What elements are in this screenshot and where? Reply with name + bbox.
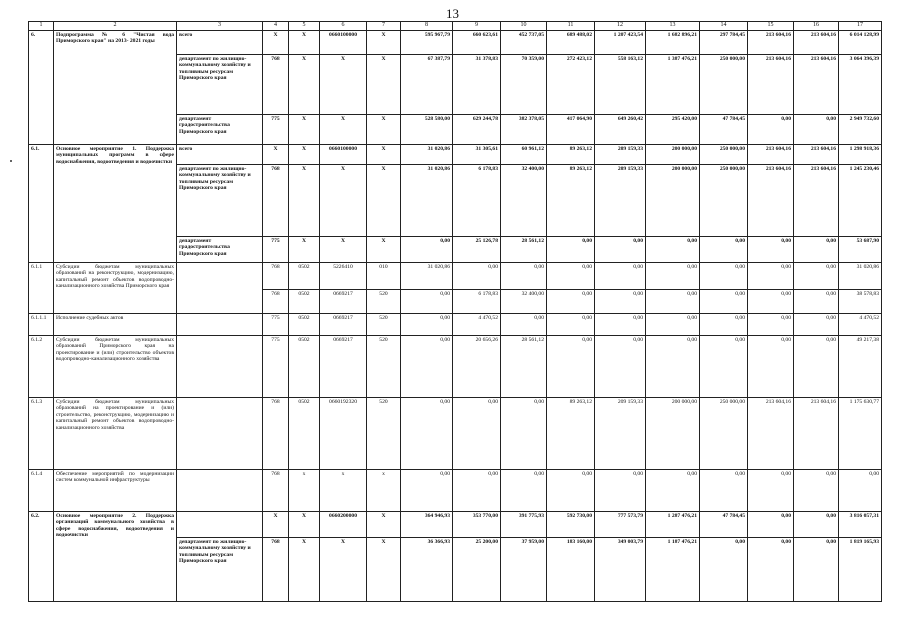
cell-vr: x (367, 470, 401, 512)
cell-value: 0,00 (595, 314, 646, 336)
row-executor (177, 263, 263, 314)
cell-value: 89 263,12 (547, 165, 595, 237)
row-title: Субсидии бюджетам муниципальных образований Приморского края на проектирование и (или) строительство объектов водопроводно-канализационного хозяйства (54, 336, 177, 398)
cell-value: 0,00 (748, 538, 794, 602)
cell-vr: 520 (367, 314, 401, 336)
row-executor (177, 398, 263, 470)
cell-value: 0,00 (646, 237, 700, 263)
row-executor: департамент по жилищно-коммунальному хозяйству и топливным ресурсам Приморского края (177, 55, 263, 115)
cell-section: X (289, 31, 320, 55)
row-executor (177, 314, 263, 336)
cell-section: X (289, 115, 320, 145)
cell-vr: X (367, 145, 401, 165)
cell-value: 0,00 (646, 470, 700, 512)
cell-value: 213 604,16 (748, 145, 794, 165)
cell-value: 0,00 (501, 314, 547, 336)
cell-csr: x (320, 470, 367, 512)
cell-grbs: 768 (263, 538, 289, 602)
cell-grbs: 775 (263, 115, 289, 145)
cell-value: 0,00 (401, 470, 453, 512)
cell-value: 47 784,45 (700, 115, 748, 145)
cell-value: 89 263,12 (547, 398, 595, 470)
cell-total: 2 949 732,60 (839, 115, 882, 145)
cell-total: 0,00 (839, 470, 882, 512)
cell-value: 0,00 (794, 470, 839, 512)
column-number: 3 (177, 22, 263, 31)
cell-value: 37 959,00 (501, 538, 547, 602)
cell-total: 6 014 128,99 (839, 31, 882, 55)
cell-total: 1 175 630,77 (839, 398, 882, 470)
row-title: Основное мероприятие 1. Поддержка муниципальных программ в сфере водоснабжения, водоотведения и водоочистки (54, 145, 177, 263)
cell-value: 0,00 (794, 336, 839, 398)
scan-speck (10, 160, 12, 162)
cell-value: 31 378,83 (453, 55, 501, 115)
cell-value: 0,00 (794, 115, 839, 145)
cell-value: 595 967,79 (401, 31, 453, 55)
cell-value: 0,00 (748, 290, 794, 314)
cell-grbs: 768 (263, 470, 289, 512)
cell-total: 31 020,86 (839, 263, 882, 290)
column-number: 14 (700, 22, 748, 31)
cell-csr: 0660192320 (320, 398, 367, 470)
cell-value: 250 000,00 (700, 398, 748, 470)
cell-value: 592 730,00 (547, 512, 595, 538)
row-number: 6.1.1 (29, 263, 54, 314)
cell-section: x (289, 470, 320, 512)
cell-value: 47 784,45 (700, 512, 748, 538)
cell-value: 70 359,00 (501, 55, 547, 115)
cell-csr: X (320, 237, 367, 263)
cell-value: 364 946,93 (401, 512, 453, 538)
cell-csr: 0660100000 (320, 145, 367, 165)
cell-total: 4 470,52 (839, 314, 882, 336)
cell-value: 0,00 (700, 237, 748, 263)
cell-value: 31 305,61 (453, 145, 501, 165)
cell-csr: X (320, 115, 367, 145)
row-title: Обеспечение мероприятий по модернизации систем коммунальной инфраструктуры (54, 470, 177, 512)
cell-value: 183 160,00 (547, 538, 595, 602)
cell-total: 38 578,83 (839, 290, 882, 314)
cell-value: 0,00 (453, 263, 501, 290)
cell-value: 0,00 (547, 263, 595, 290)
cell-value: 209 159,33 (595, 165, 646, 237)
cell-value: 0,00 (595, 263, 646, 290)
column-number: 5 (289, 22, 320, 31)
column-number: 10 (501, 22, 547, 31)
row-executor (177, 470, 263, 512)
cell-value: 297 784,45 (700, 31, 748, 55)
cell-value: 31 020,86 (401, 263, 453, 290)
cell-value: 213 604,16 (794, 31, 839, 55)
cell-value: 391 775,93 (501, 512, 547, 538)
cell-csr: X (320, 55, 367, 115)
cell-vr: 520 (367, 398, 401, 470)
cell-section: X (289, 165, 320, 237)
cell-value: 0,00 (547, 336, 595, 398)
cell-total: 1 298 918,36 (839, 145, 882, 165)
cell-value: 1 387 476,21 (646, 55, 700, 115)
row-executor: департамент градостроительства Приморского края (177, 237, 263, 263)
cell-value: 0,00 (794, 538, 839, 602)
cell-value: 0,00 (501, 263, 547, 290)
cell-section: 0502 (289, 314, 320, 336)
cell-section: 0502 (289, 290, 320, 314)
page-number: 13 (446, 6, 459, 21)
cell-value: 213 604,16 (748, 165, 794, 237)
cell-value: 1 207 423,54 (595, 31, 646, 55)
cell-value: 250 000,00 (700, 55, 748, 115)
cell-value: 0,00 (595, 237, 646, 263)
cell-value: 649 260,42 (595, 115, 646, 145)
cell-value: 213 604,16 (794, 398, 839, 470)
cell-value: 629 244,78 (453, 115, 501, 145)
table-row (29, 398, 882, 470)
cell-value: 0,00 (794, 237, 839, 263)
table-row (29, 31, 882, 55)
cell-value: 0,00 (748, 470, 794, 512)
cell-value: 452 737,05 (501, 31, 547, 55)
cell-section: 0502 (289, 336, 320, 398)
column-number: 8 (401, 22, 453, 31)
column-number: 6 (320, 22, 367, 31)
cell-value: 0,00 (501, 470, 547, 512)
row-executor: департамент по жилищно-коммунальному хозяйству и топливным ресурсам Приморского края (177, 538, 263, 602)
cell-total: 3 064 396,39 (839, 55, 882, 115)
cell-value: 417 064,90 (547, 115, 595, 145)
column-number: 2 (54, 22, 177, 31)
cell-value: 0,00 (748, 512, 794, 538)
cell-total: 3 816 057,31 (839, 512, 882, 538)
column-number: 13 (646, 22, 700, 31)
cell-value: 0,00 (794, 314, 839, 336)
cell-value: 1 682 896,21 (646, 31, 700, 55)
cell-value: 777 573,79 (595, 512, 646, 538)
cell-value: 6 178,83 (453, 165, 501, 237)
cell-value: 213 604,16 (794, 165, 839, 237)
cell-csr: 0669217 (320, 314, 367, 336)
cell-grbs: 775 (263, 237, 289, 263)
cell-value: 353 770,00 (453, 512, 501, 538)
cell-value: 0,00 (547, 237, 595, 263)
cell-value: 32 400,00 (501, 290, 547, 314)
cell-value: 349 003,79 (595, 538, 646, 602)
cell-csr: 0669217 (320, 290, 367, 314)
row-executor: всего (177, 31, 263, 55)
cell-section: X (289, 512, 320, 538)
cell-value: 250 000,00 (700, 165, 748, 237)
cell-value: 209 159,33 (595, 398, 646, 470)
cell-value: 0,00 (547, 290, 595, 314)
cell-value: 528 580,00 (401, 115, 453, 145)
cell-section: X (289, 55, 320, 115)
cell-section: X (289, 538, 320, 602)
cell-value: 0,00 (748, 237, 794, 263)
cell-vr: X (367, 165, 401, 237)
cell-value: 32 400,00 (501, 165, 547, 237)
cell-value: 0,00 (646, 290, 700, 314)
cell-csr: 0669217 (320, 336, 367, 398)
cell-value: 25 200,00 (453, 538, 501, 602)
cell-value: 0,00 (547, 314, 595, 336)
cell-grbs: 775 (263, 336, 289, 398)
cell-value: 36 366,93 (401, 538, 453, 602)
cell-grbs: X (263, 512, 289, 538)
table-row (29, 512, 882, 538)
budget-table (28, 21, 882, 602)
row-title: Исполнение судебных актов (54, 314, 177, 336)
table-row (29, 314, 882, 336)
row-executor (177, 336, 263, 398)
cell-value: 0,00 (501, 398, 547, 470)
cell-vr: X (367, 512, 401, 538)
cell-value: 272 423,12 (547, 55, 595, 115)
row-number: 6.1.1.1 (29, 314, 54, 336)
cell-value: 0,00 (646, 336, 700, 398)
cell-value: 660 623,61 (453, 31, 501, 55)
cell-total: 49 217,38 (839, 336, 882, 398)
cell-value: 1 287 476,21 (646, 512, 700, 538)
column-number-row (29, 22, 882, 31)
cell-value: 25 126,78 (453, 237, 501, 263)
cell-value: 67 387,79 (401, 55, 453, 115)
cell-value: 0,00 (794, 512, 839, 538)
cell-value: 209 159,33 (595, 145, 646, 165)
cell-section: 0502 (289, 263, 320, 290)
cell-value: 0,00 (748, 314, 794, 336)
cell-value: 28 561,12 (501, 237, 547, 263)
cell-grbs: 768 (263, 263, 289, 290)
cell-vr: X (367, 538, 401, 602)
cell-total: 53 687,90 (839, 237, 882, 263)
cell-value: 0,00 (700, 263, 748, 290)
cell-csr: X (320, 165, 367, 237)
cell-value: 200 000,00 (646, 145, 700, 165)
cell-value: 0,00 (595, 336, 646, 398)
cell-csr: 0660100000 (320, 31, 367, 55)
cell-value: 295 420,00 (646, 115, 700, 145)
cell-vr: X (367, 115, 401, 145)
cell-value: 0,00 (700, 538, 748, 602)
cell-value: 31 020,86 (401, 145, 453, 165)
cell-vr: 520 (367, 336, 401, 398)
cell-value: 0,00 (700, 336, 748, 398)
column-number: 12 (595, 22, 646, 31)
cell-value: 0,00 (748, 336, 794, 398)
column-number: 15 (748, 22, 794, 31)
table-row (29, 336, 882, 398)
cell-value: 250 000,00 (700, 145, 748, 165)
column-number: 16 (794, 22, 839, 31)
cell-value: 213 604,16 (748, 31, 794, 55)
cell-value: 0,00 (646, 314, 700, 336)
row-number: 6.1. (29, 145, 54, 263)
cell-vr: X (367, 55, 401, 115)
cell-grbs: 768 (263, 55, 289, 115)
cell-vr: X (367, 31, 401, 55)
cell-value: 0,00 (401, 290, 453, 314)
cell-vr: 010 (367, 263, 401, 290)
column-number: 17 (839, 22, 882, 31)
cell-grbs: 768 (263, 290, 289, 314)
cell-grbs: 775 (263, 314, 289, 336)
cell-value: 0,00 (700, 314, 748, 336)
cell-section: X (289, 237, 320, 263)
column-number: 7 (367, 22, 401, 31)
cell-grbs: X (263, 145, 289, 165)
cell-value: 0,00 (794, 263, 839, 290)
cell-section: X (289, 145, 320, 165)
cell-value: 0,00 (595, 290, 646, 314)
cell-value: 213 604,16 (794, 145, 839, 165)
row-executor: всего (177, 145, 263, 165)
row-executor: департамент градостроительства Приморского края (177, 115, 263, 145)
cell-value: 213 604,16 (794, 55, 839, 115)
column-number: 1 (29, 22, 54, 31)
cell-grbs: 768 (263, 398, 289, 470)
cell-value: 0,00 (401, 336, 453, 398)
cell-vr: X (367, 237, 401, 263)
cell-value: 0,00 (794, 290, 839, 314)
cell-value: 28 561,12 (501, 336, 547, 398)
column-number: 4 (263, 22, 289, 31)
table-row (29, 470, 882, 512)
cell-csr: X (320, 538, 367, 602)
cell-csr: 5226410 (320, 263, 367, 290)
cell-value: 31 020,86 (401, 165, 453, 237)
row-number: 6.2. (29, 512, 54, 602)
cell-value: 0,00 (700, 470, 748, 512)
row-executor: департамент по жилищно-коммунальному хозяйству и топливным ресурсам Приморского края (177, 165, 263, 237)
cell-value: 213 604,16 (748, 55, 794, 115)
cell-value: 0,00 (748, 115, 794, 145)
row-title: Подпрограмма № 6 "Чистая вода Приморского края" на 2013- 2021 годы (54, 31, 177, 145)
table-row (29, 145, 882, 165)
table-row (29, 263, 882, 290)
row-title: Основное мероприятие 2. Поддержка организаций коммунального хозяйства в сфере водоснабжения, водоотведения и водоочистки (54, 512, 177, 602)
cell-value: 0,00 (646, 263, 700, 290)
cell-grbs: X (263, 31, 289, 55)
cell-value: 0,00 (595, 470, 646, 512)
row-number: 6.1.3 (29, 398, 54, 470)
cell-value: 4 470,52 (453, 314, 501, 336)
cell-value: 0,00 (547, 470, 595, 512)
cell-csr: 0660200000 (320, 512, 367, 538)
cell-vr: 520 (367, 290, 401, 314)
row-number: 6.1.4 (29, 470, 54, 512)
cell-value: 200 000,00 (646, 165, 700, 237)
column-number: 11 (547, 22, 595, 31)
cell-value: 0,00 (401, 398, 453, 470)
cell-value: 200 000,00 (646, 398, 700, 470)
row-number: 6.1.2 (29, 336, 54, 398)
cell-value: 6 178,83 (453, 290, 501, 314)
cell-total: 1 819 165,93 (839, 538, 882, 602)
cell-value: 89 263,12 (547, 145, 595, 165)
column-number: 9 (453, 22, 501, 31)
cell-total: 1 245 230,46 (839, 165, 882, 237)
cell-value: 60 961,12 (501, 145, 547, 165)
cell-value: 0,00 (453, 398, 501, 470)
row-number: 6. (29, 31, 54, 145)
cell-value: 0,00 (401, 237, 453, 263)
cell-value: 213 604,16 (748, 398, 794, 470)
cell-value: 0,00 (453, 470, 501, 512)
cell-value: 558 163,12 (595, 55, 646, 115)
cell-value: 20 656,26 (453, 336, 501, 398)
cell-value: 689 488,02 (547, 31, 595, 55)
cell-value: 0,00 (401, 314, 453, 336)
row-title: Субсидии бюджетам муниципальных образований на реконструкцию, модернизацию, капитальный ремонт объектов водопроводно-канализационного хозяйства Приморского края (54, 263, 177, 314)
cell-grbs: 768 (263, 165, 289, 237)
cell-value: 1 187 476,21 (646, 538, 700, 602)
cell-value: 382 378,05 (501, 115, 547, 145)
row-executor (177, 512, 263, 538)
cell-value: 0,00 (748, 263, 794, 290)
row-title: Субсидии бюджетам муниципальных образований на проектирование и (или) строительство, реконструкцию, модернизацию и капитальный ремонт объектов водопроводно-канализационного хозяйства (54, 398, 177, 470)
cell-section: 0502 (289, 398, 320, 470)
cell-value: 0,00 (700, 290, 748, 314)
